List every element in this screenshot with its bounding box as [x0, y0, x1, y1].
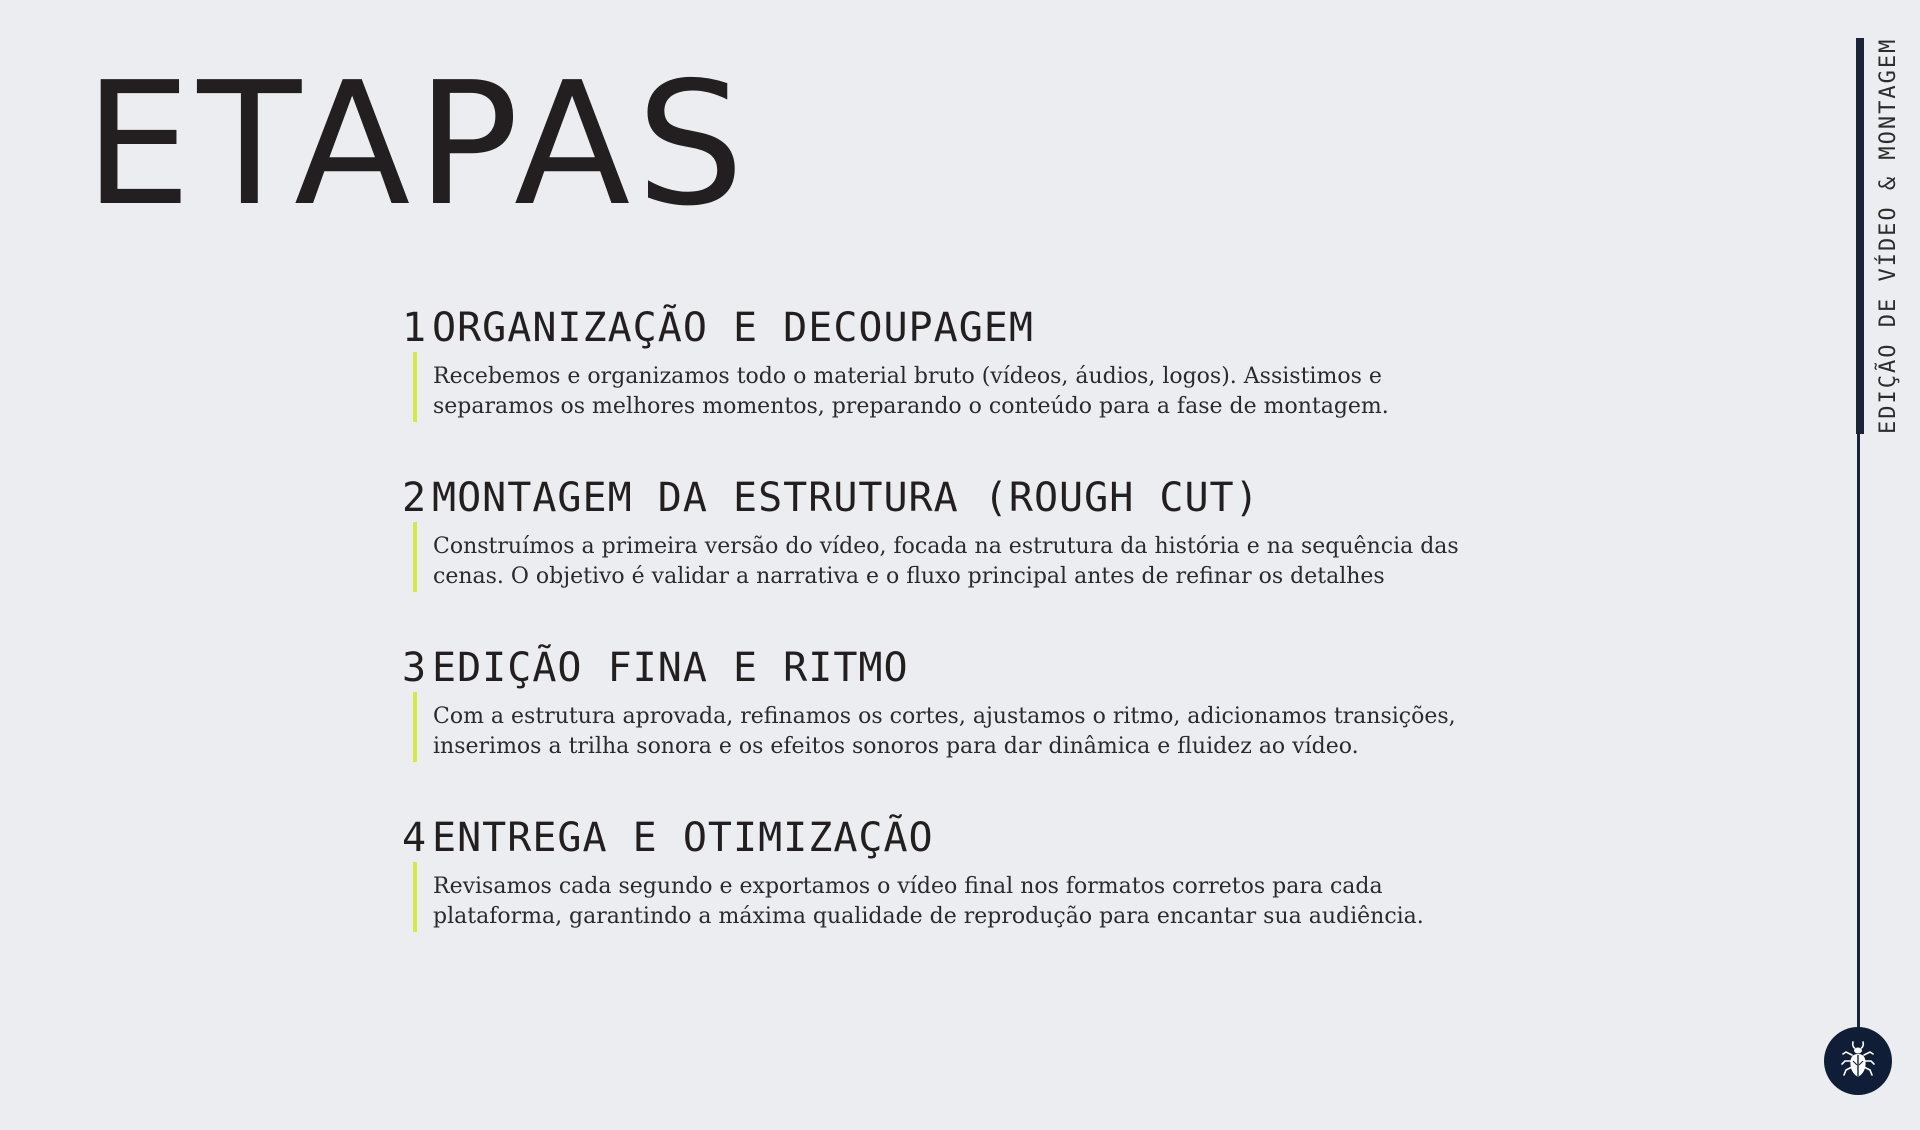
step-title: EDIÇÃO FINA E RITMO	[432, 645, 909, 691]
step-body	[402, 702, 1502, 762]
logo-badge	[1824, 1027, 1892, 1095]
step-description: Recebemos e organizamos todo o material bruto (vídeos, áudios, logos). Assistimos e separamos os melhores momentos, preparando o conteúdo para a fase de montagem.	[433, 364, 1389, 419]
side-rail-marker	[1856, 38, 1864, 434]
step-number: 4	[402, 815, 427, 861]
step-item	[402, 640, 1502, 762]
step-number: 1	[402, 305, 427, 351]
step-heading	[402, 640, 1502, 692]
step-body	[402, 532, 1502, 592]
step-item	[402, 300, 1502, 422]
step-title: ENTREGA E OTIMIZAÇÃO	[432, 815, 934, 861]
accent-bar	[413, 862, 417, 932]
steps-list	[402, 300, 1502, 980]
beetle-icon	[1840, 1039, 1876, 1084]
step-title: MONTAGEM DA ESTRUTURA (ROUGH CUT)	[432, 475, 1260, 521]
side-label: EDIÇÃO DE VÍDEO & MONTAGEM	[1876, 37, 1901, 434]
step-body	[402, 872, 1502, 932]
step-description: Construímos a primeira versão do vídeo, focada na estrutura da história e na sequência das cenas. O objetivo é validar a narrativa e o fluxo principal antes de refinar os detalhes	[433, 534, 1459, 589]
step-title: ORGANIZAÇÃO E DECOUPAGEM	[432, 305, 1034, 351]
step-heading	[402, 300, 1502, 352]
step-description: Com a estrutura aprovada, refinamos os cortes, ajustamos o ritmo, adicionamos transições, inserimos a trilha sonora e os efeitos sonoros para dar dinâmica e fluidez ao vídeo.	[433, 704, 1456, 759]
accent-bar	[413, 522, 417, 592]
step-heading	[402, 470, 1502, 522]
step-body	[402, 362, 1502, 422]
step-number: 3	[402, 645, 427, 691]
accent-bar	[413, 692, 417, 762]
step-description: Revisamos cada segundo e exportamos o vídeo final nos formatos corretos para cada plataforma, garantindo a máxima qualidade de reprodução para encantar sua audiência.	[433, 874, 1424, 929]
step-item	[402, 470, 1502, 592]
step-item	[402, 810, 1502, 932]
step-heading	[402, 810, 1502, 862]
step-number: 2	[402, 475, 427, 521]
accent-bar	[413, 352, 417, 422]
page-title: ETAPAS	[84, 46, 751, 244]
